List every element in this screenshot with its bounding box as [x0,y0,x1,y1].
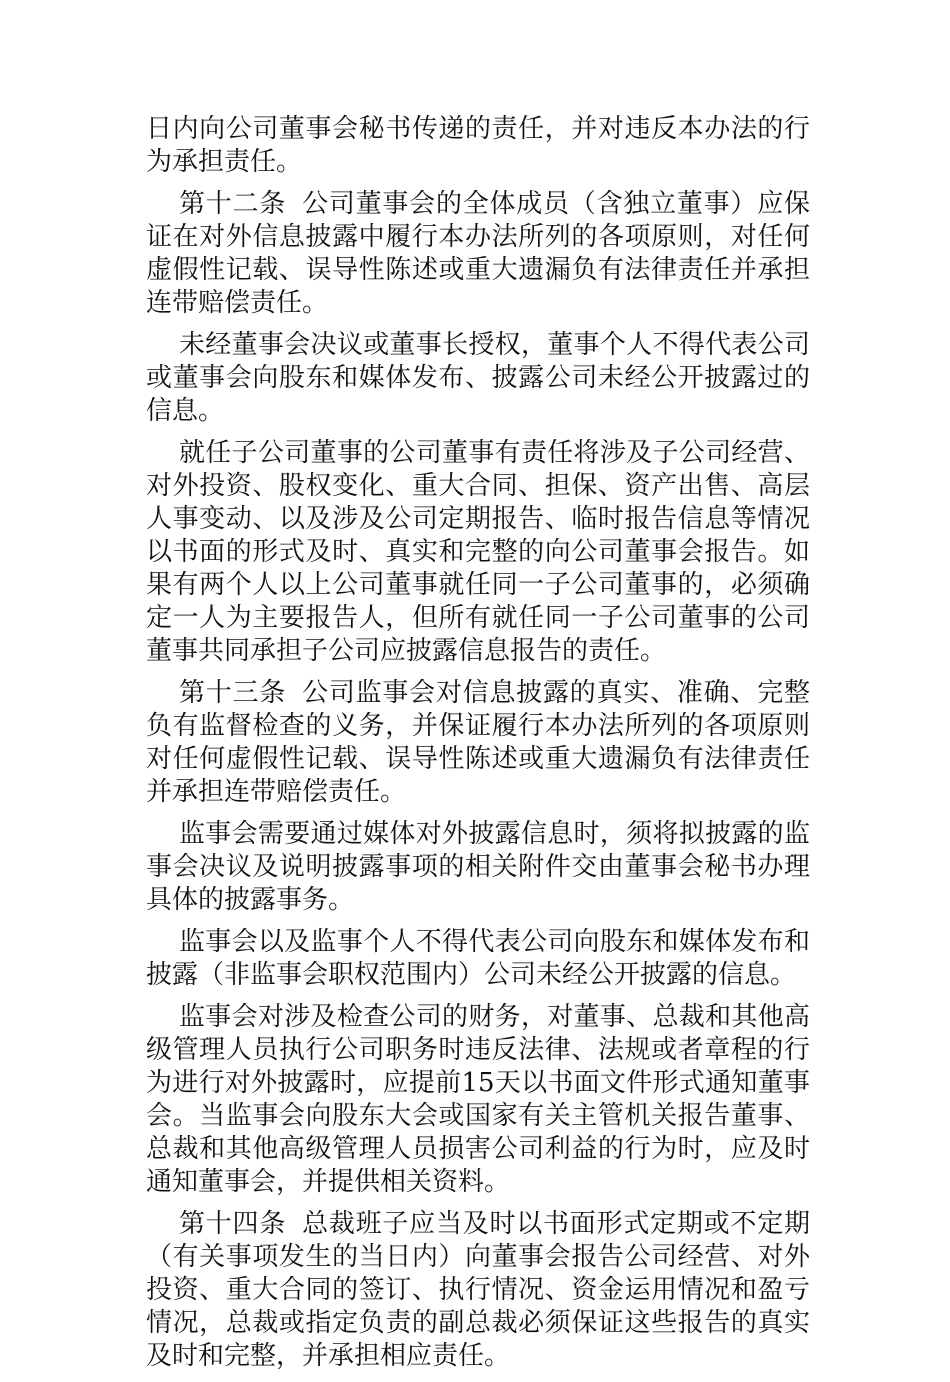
paragraph [146,1001,810,1199]
paragraph-text: 监事会对涉及检查公司的财务，对董事、总裁和其他高级管理人员执行公司职务时违反法律、法规或者章程的行为进行对外披露时，应提前15天以书面文件形式通知董事会。当监事会向股东大会或国家有关主管机关报告董事、总裁和其他高级管理人员损害公司利益的行为时，应及时通知董事会，并提供相关资料。 [146,1002,810,1197]
article-heading: 第十二条 [179,189,287,219]
paragraph-text: 日内向公司董事会秘书传递的责任，并对违反本办法的行为承担责任。 [146,114,810,177]
paragraph-continuation [146,113,810,179]
paragraph-article-12 [146,188,810,320]
paragraph-article-13 [146,677,810,809]
paragraph-article-14 [146,1208,810,1373]
paragraph-text: 监事会以及监事个人不得代表公司向股东和媒体发布和披露（非监事会职权范围内）公司未经公开披露的信息。 [146,927,810,990]
article-heading: 第十四条 [179,1209,287,1239]
paragraph-text: 总裁班子应当及时以书面形式定期或不定期（有关事项发生的当日内）向董事会报告公司经营、对外投资、重大合同的签订、执行情况、资金运用情况和盈亏情况，总裁或指定负责的副总裁必须保证这些报告的真实及时和完整，并承担相应责任。 [146,1209,810,1371]
paragraph [146,926,810,992]
paragraph-text: 监事会需要通过媒体对外披露信息时，须将拟披露的监事会决议及说明披露事项的相关附件交由董事会秘书办理具体的披露事务。 [146,819,810,915]
paragraph [146,329,810,428]
paragraph-text: 就任子公司董事的公司董事有责任将涉及子公司经营、对外投资、股权变化、重大合同、担保、资产出售、高层人事变动、以及涉及公司定期报告、临时报告信息等情况以书面的形式及时、真实和完整的向公司董事会报告。如果有两个人以上公司董事就任同一子公司董事的，必须确定一人为主要报告人，但所有就任同一子公司董事的公司董事共同承担子公司应披露信息报告的责任。 [146,438,810,666]
paragraph-text: 公司董事会的全体成员（含独立董事）应保证在对外信息披露中履行本办法所列的各项原则，对任何虚假性记载、误导性陈述或重大遗漏负有法律责任并承担连带赔偿责任。 [146,189,810,318]
article-heading: 第十三条 [179,678,287,708]
paragraph [146,818,810,917]
document-page [146,113,810,1382]
paragraph-text: 未经董事会决议或董事长授权，董事个人不得代表公司或董事会向股东和媒体发布、披露公司未经公开披露过的信息。 [146,330,810,426]
paragraph [146,437,810,668]
paragraph-text: 公司监事会对信息披露的真实、准确、完整负有监督检查的义务，并保证履行本办法所列的各项原则对任何虚假性记载、误导性陈述或重大遗漏负有法律责任并承担连带赔偿责任。 [146,678,810,807]
